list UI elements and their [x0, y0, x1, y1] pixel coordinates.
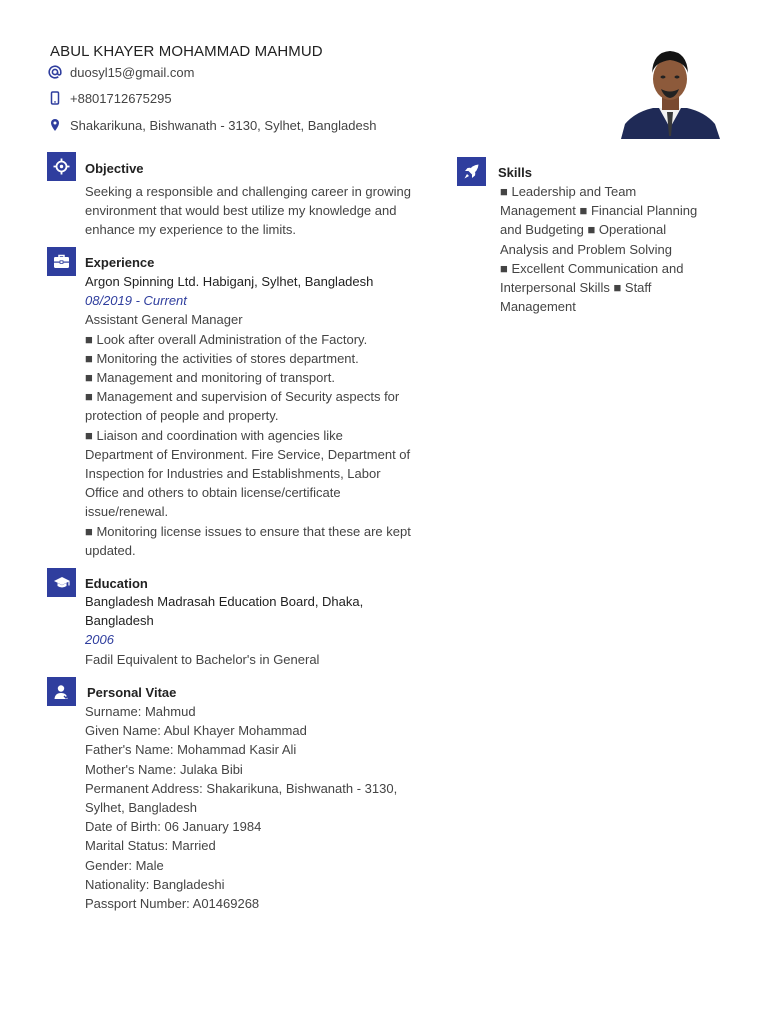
experience-content: [85, 272, 411, 560]
profile-photo: [621, 46, 720, 139]
objective-text: [85, 182, 411, 240]
skills-line: Interpersonal Skills ■ Staff: [500, 280, 652, 296]
education-institution: Bangladesh: [85, 613, 154, 629]
contact-address: [47, 115, 376, 135]
person-icon: [47, 677, 76, 706]
experience-line: ■ Liaison and coordination with agencies like: [85, 427, 343, 443]
education-content: [85, 592, 363, 669]
personal-line: Surname: Mahmud: [85, 704, 196, 719]
personal-line: Nationality: Bangladeshi: [85, 876, 225, 892]
personal-line: Permanent Address: Shakarikuna, Bishwanath - 3130,: [85, 780, 398, 796]
graduation-cap-icon: [47, 568, 76, 597]
experience-line: protection of people and property.: [85, 408, 279, 424]
experience-line: issue/renewal.: [85, 504, 169, 520]
target-icon: [47, 152, 76, 181]
contact-phone: [47, 88, 172, 108]
personal-line: Passport Number: A01469268: [85, 896, 260, 912]
personal-line: Marital Status: Married: [85, 838, 216, 854]
skills-line: Management ■ Financial Planning: [500, 203, 698, 219]
briefcase-icon: [47, 247, 76, 276]
education-degree: Fadil Equivalent to Bachelor's in General: [85, 651, 320, 667]
personal-line: Mother's Name: Julaka Bibi: [85, 761, 243, 777]
personal-line: Gender: Male: [85, 857, 164, 873]
contact-email: [47, 62, 194, 82]
experience-line: updated.: [85, 542, 136, 558]
phone-icon: [47, 90, 63, 106]
experience-company: Argon Spinning Ltd. Habiganj, Sylhet, Bangladesh: [85, 274, 374, 289]
personal-title: Personal Vitae: [87, 685, 177, 700]
phone-text: +8801712675295: [70, 90, 172, 106]
personal-line: Sylhet, Bangladesh: [85, 800, 198, 816]
map-pin-icon: [47, 117, 63, 133]
experience-line: ■ Monitoring license issues to ensure that these are kept: [85, 523, 411, 539]
rocket-icon: [457, 157, 486, 186]
experience-line: Inspection for Industries and Establishments, Labor: [85, 466, 381, 482]
skills-line: and Budgeting ■ Operational: [500, 222, 667, 238]
experience-line: Department of Environment. Fire Service, Department of: [85, 446, 411, 462]
personal-line: Father's Name: Mohammad Kasir Ali: [85, 742, 297, 758]
experience-line: ■ Management and supervision of Security aspects for: [85, 389, 400, 405]
skills-line: Management: [500, 299, 576, 315]
education-year: 2006: [85, 632, 114, 648]
skills-title: Skills: [498, 165, 532, 180]
objective-title: Objective: [85, 161, 144, 176]
skills-line: ■ Leadership and Team: [500, 184, 637, 199]
address-text: Shakarikuna, Bishwanath - 3130, Sylhet, Bangladesh: [70, 117, 377, 133]
skills-content: [500, 182, 697, 316]
objective-line: Seeking a responsible and challenging career in growing: [85, 184, 411, 199]
education-title: Education: [85, 576, 148, 591]
personal-line: Given Name: Abul Khayer Mohammad: [85, 723, 307, 739]
experience-position: Assistant General Manager: [85, 312, 243, 328]
experience-line: ■ Monitoring the activities of stores department.: [85, 350, 359, 366]
education-institution: Bangladesh Madrasah Education Board, Dhaka,: [85, 594, 364, 609]
experience-line: ■ Management and monitoring of transport.: [85, 370, 335, 386]
objective-line: enhance my experience to the limits.: [85, 222, 296, 238]
skills-line: Analysis and Problem Solving: [500, 241, 672, 257]
resume-name: ABUL KHAYER MOHAMMAD MAHMUD: [50, 43, 323, 60]
at-icon: [47, 64, 63, 80]
experience-title: Experience: [85, 255, 155, 270]
personal-line: Date of Birth: 06 January 1984: [85, 819, 262, 835]
personal-content: [85, 702, 397, 913]
email-text: duosyl15@gmail.com: [70, 64, 195, 80]
experience-line: ■ Look after overall Administration of the Factory.: [85, 331, 368, 347]
experience-dates: 08/2019 - Current: [85, 293, 187, 309]
experience-line: Office and others to obtain license/certificate: [85, 485, 341, 501]
skills-line: ■ Excellent Communication and: [500, 260, 684, 276]
objective-line: environment that would best utilize my knowledge and: [85, 203, 397, 219]
